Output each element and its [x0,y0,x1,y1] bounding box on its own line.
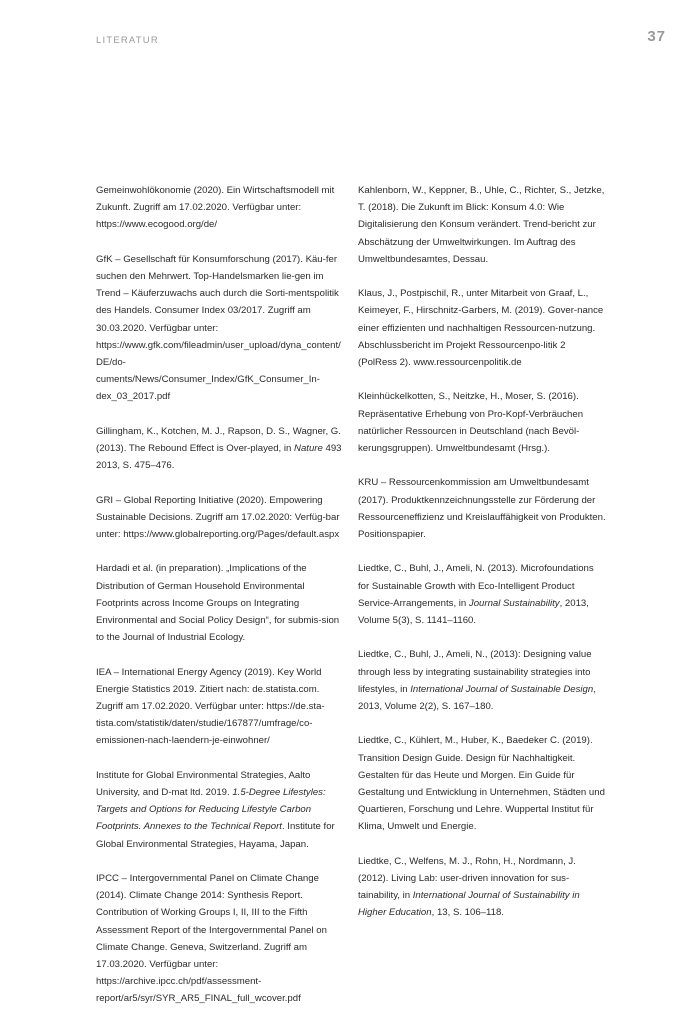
reference-entry: KRU – Ressourcenkommission am Umweltbundesamt (2017). Produktkennzeichnungsstelle zur Förderung der Ressourceneffizienz und Kreislauffähigkeit von Produkten. Positionspapier. [358,477,606,541]
reference-entry: Kleinhückelkotten, S., Neitzke, H., Moser, S. (2016). Repräsentative Erhebung von Pro-Kopf-Verbräuchen natürlicher Ressourcen in Deutschland (nach Bevöl-kerungsgruppen). Umweltbundesamt (Hrsg.). [358,391,584,455]
page-number: 37 [647,28,666,45]
reference-entry: IPCC – Intergovernmental Panel on Climate Change (2014). Climate Change 2014: Synthesis Report. Contribution of Working Groups I, II, III to the Fifth Assessment Report of the Intergovernmental Panel on Climate Change. Geneva, Switzerland. Zugriff am 17.03.2020. Verfügbar unter: https://archive.ipcc.ch/pdf/assessment-report/ar5/syr/SYR_AR5_FINAL_full_wcover.pdf [96,873,327,1005]
italic-title: 1.5-Degree Lifestyles: Targets and Options for Reducing Lifestyle Carbon Footprints. Annexes to the Technical Report [96,787,326,833]
reference-entry: IEA – International Energy Agency (2019). Key World Energie Statistics 2019. Zitiert nach: de.statista.com. Zugriff am 17.02.2020. Verfügbar unter: https://de.sta-tista.com/statistik/daten/studie/167877/umfrage/co-emissionen-nach-laendern-je-einwohner/ [96,666,325,747]
italic-title: International Journal of Sustainability in Higher Education [358,890,580,919]
reference-entry: Liedtke, C., Welfens, M. J., Rohn, H., Nordmann, J. (2012). Living Lab: user-driven innovation for sus-tainability, in International Journal of Sustainability in Higher Education, 13, S. 106–118. [358,855,580,919]
reference-entry: GRI – Global Reporting Initiative (2020). Empowering Sustainable Decisions. Zugriff am 17.02.2020: Verfüg-bar unter: https://www.globalreporting.org/Pages/default.aspx [96,494,340,541]
italic-title: International Journal of Sustainable Design [410,683,594,695]
reference-entry: Liedtke, C., Kühlert, M., Huber, K., Baedeker C. (2019). Transition Design Guide. Design für Nachhaltigkeit. Gestalten für das Heute und Morgen. Ein Guide für Gestaltung und Entwicklung in Unternehmen, Städten und Quartieren, Forschung und Lehre. Wuppertal Institut für Klima, Umwelt und Energie. [358,735,605,833]
italic-title: Journal Sustainability [468,597,560,609]
reference-column-right [358,182,606,939]
reference-entry: Gillingham, K., Kotchen, M. J., Rapson, D. S., Wagner, G. (2013). The Rebound Effect is Over-played, in Nature 493 2013, S. 475–476. [96,425,342,472]
reference-entry: GfK – Gesellschaft für Konsumforschung (2017). Käu-fer suchen den Mehrwert. Top-Handelsmarken lie-gen im Trend – Käuferzuwachs auch durch die Sorti-mentspolitik des Handels. Consumer Index 03/2017. Zugriff am 30.03.2020. Verfügbar unter: https://www.gfk.com/fileadmin/user_upload/dyna_content/DE/do-cuments/News/Consumer_Index/GfK_Consumer_In-dex_03_2017.pdf [96,253,341,403]
reference-column-left [96,182,344,1025]
running-header: LITERATUR [96,35,159,46]
reference-entry: Gemeinwohlökonomie (2020). Ein Wirtschaftsmodell mit Zukunft. Zugriff am 17.02.2020. Verfügbar unter: https://www.ecogood.org/de/ [96,185,335,231]
reference-entry: Hardadi et al. (in preparation). „Implications of the Distribution of German Household Environmental Footprints across Income Groups on Integrating Environmental and Social Policy Design“, for submis-sion to the Journal of Industrial Ecology. [96,563,340,644]
reference-entry: Liedtke, C., Buhl, J., Ameli, N., (2013): Designing value through less by integrating sustainability strategies into lifestyles, in International Journal of Sustainable Design, 2013, Volume 2(2), S. 167–180. [358,649,596,713]
italic-title: Nature [294,443,323,455]
reference-entry: Liedtke, C., Buhl, J., Ameli, N. (2013). Microfoundations for Sustainable Growth with Eco-Intelligent Product Service-Arrangements, in Journal Sustainability, 2013, Volume 5(3), S. 1141–1160. [358,563,594,627]
reference-entry: Institute for Global Environmental Strategies, Aalto University, and D-mat ltd. 2019. 1.5-Degree Lifestyles: Targets and Options for Reducing Lifestyle Carbon Footprints. Annexes to the Technical Report. Institute for Global Environmental Strategies, Hayama, Japan. [96,769,335,850]
reference-entry: Klaus, J., Postpischil, R., unter Mitarbeit von Graaf, L., Keimeyer, F., Hirschnitz-Garbers, M. (2019). Gover-nance einer effizienten und nachhaltigen Ressourcen-nutzung. Abschlussbericht im Projekt Ressourcenpo-litik 2 (PolRess 2). www.ressourcenpolitik.de [358,288,604,369]
reference-entry: Kahlenborn, W., Keppner, B., Uhle, C., Richter, S., Jetzke, T. (2018). Die Zukunft im Blick: Konsum 4.0: Wie Digitalisierung den Konsum verändert. Trend-bericht zur Abschätzung der Umweltwirkungen. Im Auftrag des Umweltbundesamtes, Dessau. [358,185,605,265]
